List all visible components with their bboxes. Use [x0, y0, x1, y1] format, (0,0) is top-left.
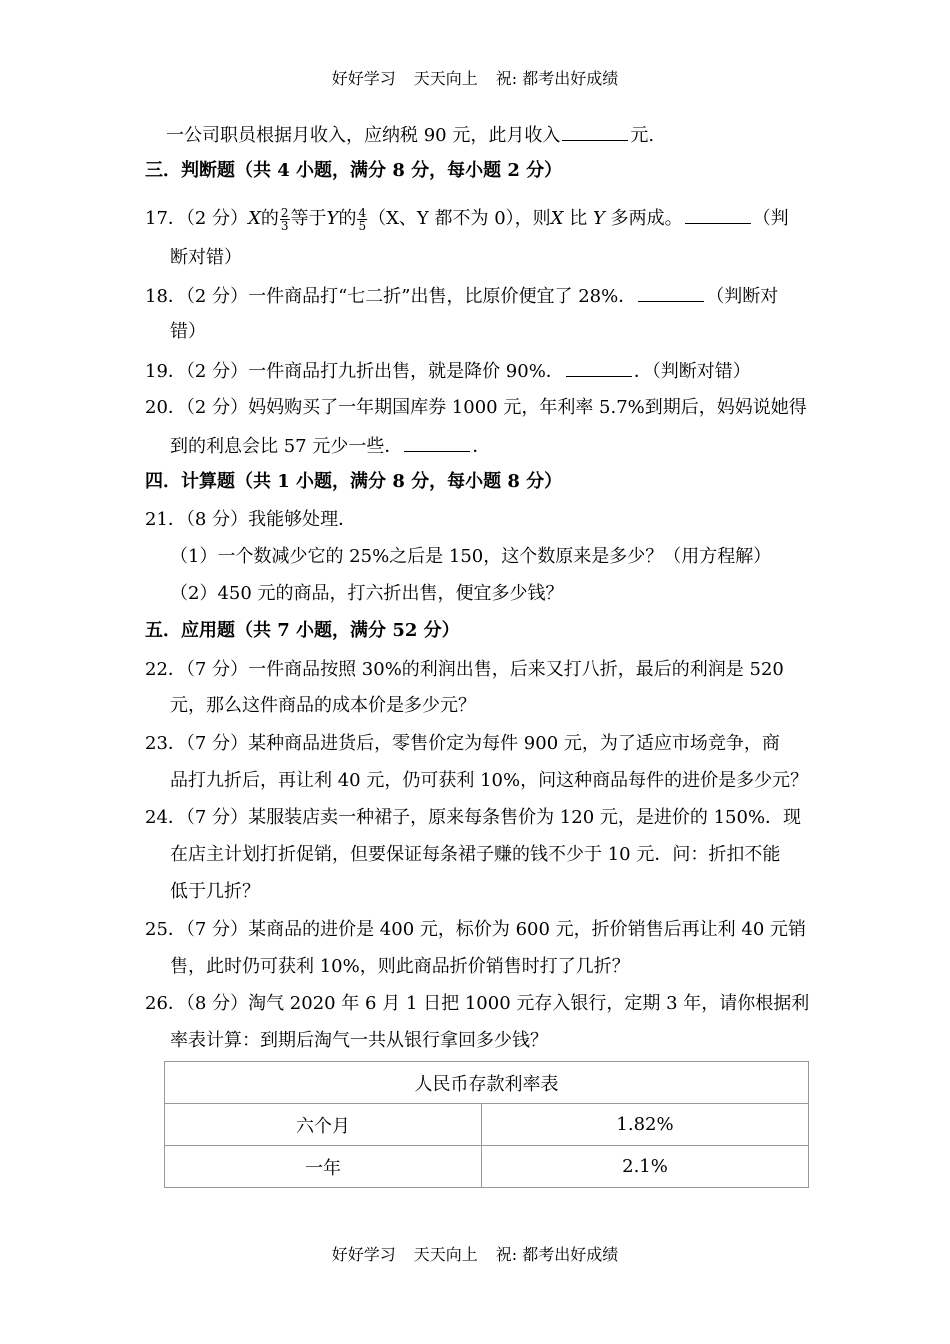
- q20-text: 到的利息会比 57 元少一些．: [170, 436, 403, 457]
- section-4-title: 四．计算题（共 1 小题，满分 8 分，每小题 8 分）: [145, 471, 563, 492]
- table-row: [165, 1104, 809, 1146]
- footer-motto-3: 祝: 都考出好成绩: [495, 1245, 619, 1264]
- q17-number: 17．（2 分）: [145, 208, 249, 229]
- table-row: [165, 1062, 809, 1104]
- answer-blank[interactable]: [685, 205, 751, 224]
- q25-line2: 售，此时仍可获利 10%，则此商品折价销售时打了几折？: [170, 956, 630, 977]
- answer-blank[interactable]: [404, 433, 470, 452]
- q26-line2: 率表计算：到期后淘气一共从银行拿回多少钱？: [170, 1030, 548, 1051]
- q17-line1: [145, 205, 789, 232]
- q23-line2: 品打九折后，再让利 40 元，仍可获利 10%，问这种商品每件的进价是多少元？: [170, 770, 809, 791]
- fraction-denominator: 5: [358, 218, 367, 233]
- q17-judge: （判: [752, 208, 789, 229]
- table-row: [165, 1146, 809, 1188]
- rate-cell: 2.1%: [482, 1146, 809, 1188]
- q24-line3: 低于几折？: [170, 881, 260, 902]
- fraction-denominator: 3: [280, 218, 289, 233]
- fraction-2-3: [280, 207, 290, 232]
- q16-unit: 元.: [630, 125, 655, 146]
- footer-motto-1: 好好学习: [331, 1245, 396, 1264]
- answer-blank[interactable]: [638, 283, 704, 302]
- q17-line2: 断对错）: [170, 247, 242, 268]
- q26-line1: 26．（8 分）淘气 2020 年 6 月 1 日把 1000 元存入银行，定期 3 年，请你根据利: [145, 993, 810, 1014]
- q18-text: 18．（2 分）一件商品打“七二折”出售，比原价便宜了 28%．: [145, 286, 637, 307]
- q17-text: 的: [260, 208, 279, 229]
- q21-line1: 21．（8 分）我能够处理．: [145, 509, 357, 530]
- q16-text: 一公司职员根据月收入，应纳税 90 元，此月收入: [166, 125, 561, 146]
- q18-judge: （判断对: [706, 286, 779, 307]
- var-y: Y: [592, 208, 605, 229]
- q25-line1: 25．（7 分）某商品的进价是 400 元，标价为 600 元，折价销售后再让利 40 元销: [145, 919, 807, 940]
- q18-line1: [145, 283, 778, 309]
- header-motto-2: 天天向上: [413, 69, 478, 88]
- answer-blank[interactable]: [566, 358, 632, 377]
- q21-part1: （1）一个数减少它的 25%之后是 150，这个数原来是多少？（用方程解）: [170, 546, 772, 567]
- q17-text: 的: [338, 208, 357, 229]
- page-footer: [0, 1242, 950, 1265]
- var-y: Y: [326, 208, 339, 229]
- q19-text: 19．（2 分）一件商品打九折出售，就是降价 90%．: [145, 361, 564, 382]
- footer-motto-2: 天天向上: [413, 1245, 478, 1264]
- term-cell: 六个月: [165, 1104, 482, 1146]
- answer-blank[interactable]: [562, 122, 628, 141]
- rate-table: [164, 1061, 809, 1188]
- q17-text: 多两成。: [604, 208, 683, 229]
- q20-period: ．: [472, 436, 491, 457]
- rate-cell: 1.82%: [482, 1104, 809, 1146]
- q17-text: 比: [563, 208, 593, 229]
- q16-tail: [166, 122, 654, 148]
- q17-text: 等于: [290, 208, 327, 229]
- page-header: [0, 66, 950, 89]
- q18-line2: 错）: [170, 321, 206, 342]
- q20-line2: [170, 433, 490, 459]
- fraction-numerator: 4: [358, 205, 367, 220]
- rate-table-title: 人民币存款利率表: [165, 1062, 809, 1104]
- q17-text: （X、Y 都不为 0），则: [368, 208, 551, 229]
- q20-line1: 20．（2 分）妈妈购买了一年期国库券 1000 元，年利率 5.7%到期后，妈妈说她得: [145, 397, 807, 418]
- q24-line2: 在店主计划打折促销，但要保证每条裙子赚的钱不少于 10 元．问：折扣不能: [170, 844, 781, 865]
- section-3-title: 三．判断题（共 4 小题，满分 8 分，每小题 2 分）: [145, 160, 563, 181]
- fraction-4-5: [357, 207, 367, 232]
- fraction-numerator: 2: [280, 205, 289, 220]
- var-x: X: [550, 208, 564, 229]
- q22-line1: 22．（7 分）一件商品按照 30%的利润出售，后来又打八折，最后的利润是 520: [145, 659, 784, 680]
- header-motto-3: 祝: 都考出好成绩: [495, 69, 619, 88]
- q24-line1: 24．（7 分）某服装店卖一种裙子，原来每条售价为 120 元，是进价的 150%．现: [145, 807, 802, 828]
- var-x: X: [248, 208, 261, 229]
- section-5-title: 五．应用题（共 7 小题，满分 52 分）: [145, 620, 460, 641]
- q22-line2: 元，那么这件商品的成本价是多少元？: [170, 695, 476, 716]
- q19-judge: ．（判断对错）: [633, 361, 751, 382]
- term-cell: 一年: [165, 1146, 482, 1188]
- q23-line1: 23．（7 分）某种商品进货后，零售价定为每件 900 元，为了适应市场竞争，商: [145, 733, 780, 754]
- q21-part2: （2）450 元的商品，打六折出售，便宜多少钱？: [170, 583, 564, 604]
- header-motto-1: 好好学习: [331, 69, 396, 88]
- q19-line: [145, 358, 751, 384]
